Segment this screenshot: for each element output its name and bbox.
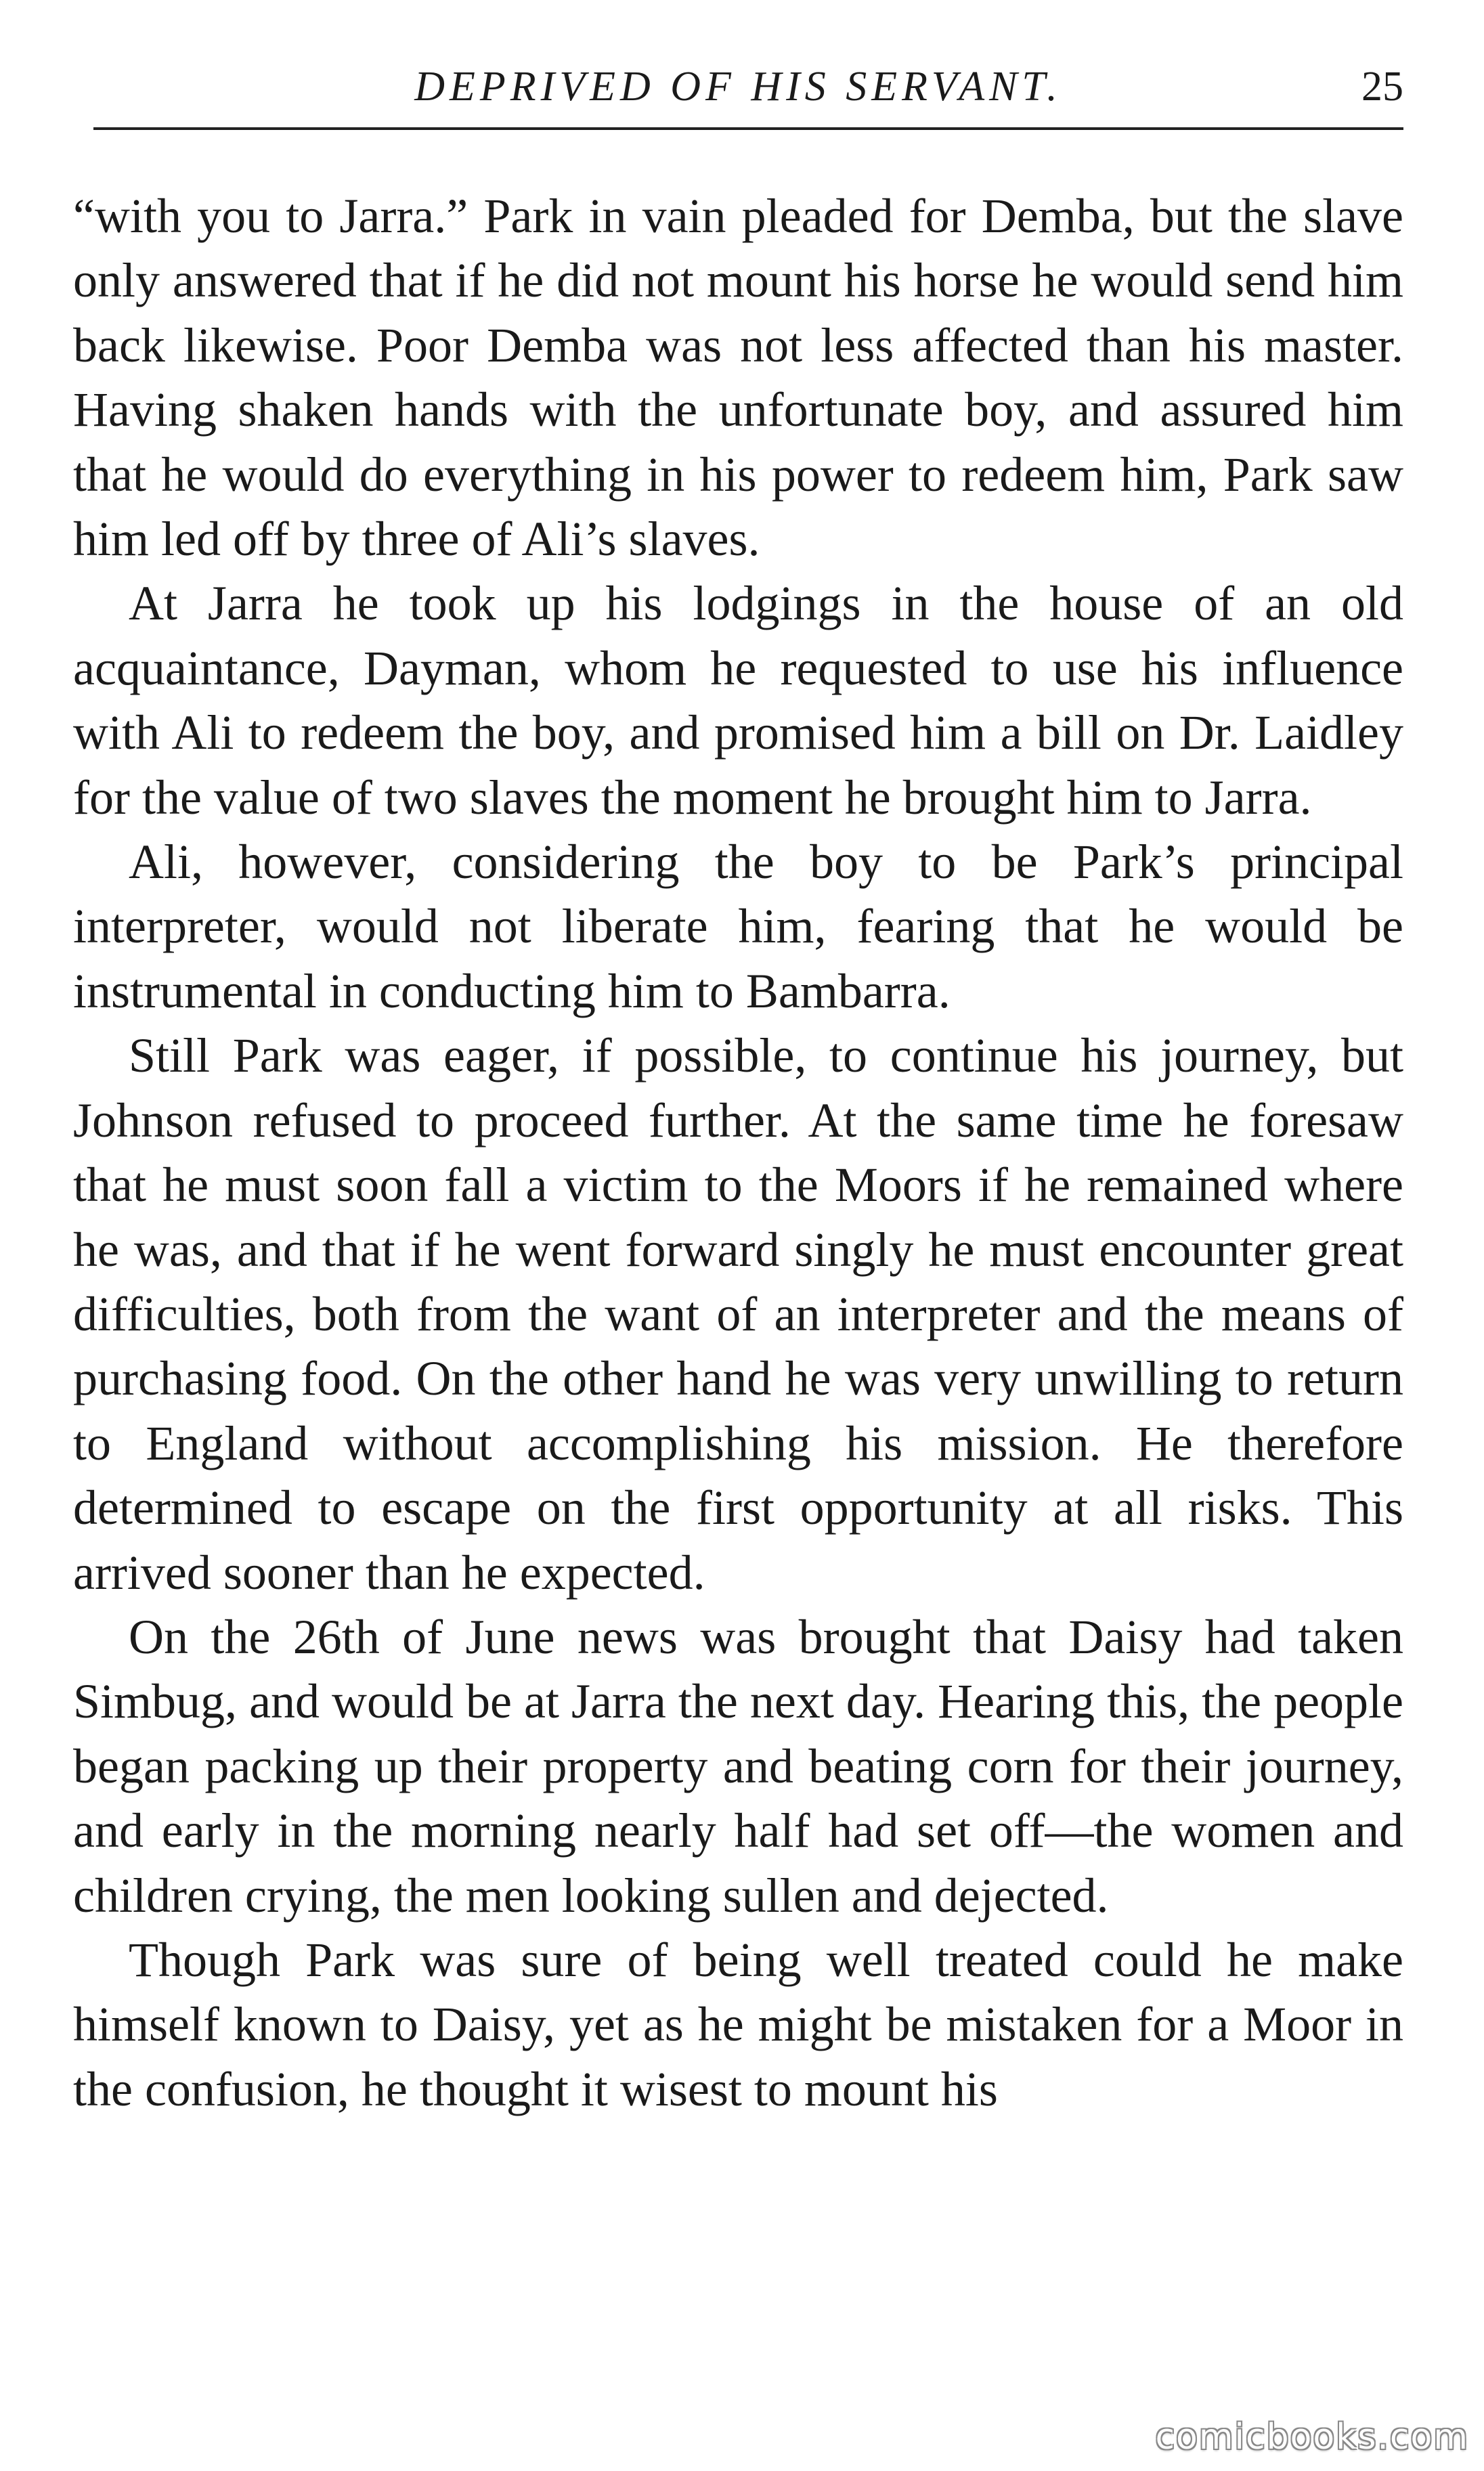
paragraph-4: Still Park was eager, if possible, to continue his journey, but Johnson refused to proceed further. At the same time he foresaw that he must soon fall a victim to the Moors if he remained where he was, and that if he went forward singly he must encounter great difficulties, both from the want of an interpreter and the means of purchasing food. On the other hand he was very unwilling to return to England without accomplishing his mission. He therefore determined to escape on the first opportunity at all risks. This arrived sooner than he expected. [73,1028,1403,1600]
running-title: DEPRIVED OF HIS SERVANT. [414,64,1062,110]
paragraph-3: Ali, however, considering the boy to be Park’s principal interpreter, would not liberate him, fearing that he would be instrumental in conducting him to Bambarra. [73,835,1403,1018]
watermark: comicbooks.com [1155,2417,1469,2457]
header-rule [93,127,1403,130]
paragraph-5: On the 26th of June news was brought that Daisy had taken Simbug, and would be at Jarra the next day. Hearing this, the people began packing up their property and beating corn for their journey, and early in the morning nearly half had set off—the women and children crying, the men looking sullen and dejected. [73,1609,1403,1923]
paragraph-2: At Jarra he took up his lodgings in the house of an old acquaintance, Dayman, whom he requested to use his influence with Ali to redeem the boy, and promised him a bill on Dr. Laidley for the value of two slaves the moment he brought him to Jarra. [73,576,1403,825]
paragraph-6: Though Park was sure of being well treated could he make himself known to Daisy, yet as he might be mistaken for a Moor in the confusion, he thought it wisest to mount his [73,1932,1403,2116]
body-text [73,184,1403,2122]
running-header [73,53,1403,127]
page-number: 25 [1361,64,1403,110]
paragraph-1: “with you to Jarra.” Park in vain pleaded for Demba, but the slave only answered that if he did not mount his horse he would send him back likewise. Poor Demba was not less affected than his master. Having shaken hands with the unfortunate boy, and assured him that he would do everything in his power to redeem him, Park saw him led off by three of Ali’s slaves. [73,189,1403,567]
